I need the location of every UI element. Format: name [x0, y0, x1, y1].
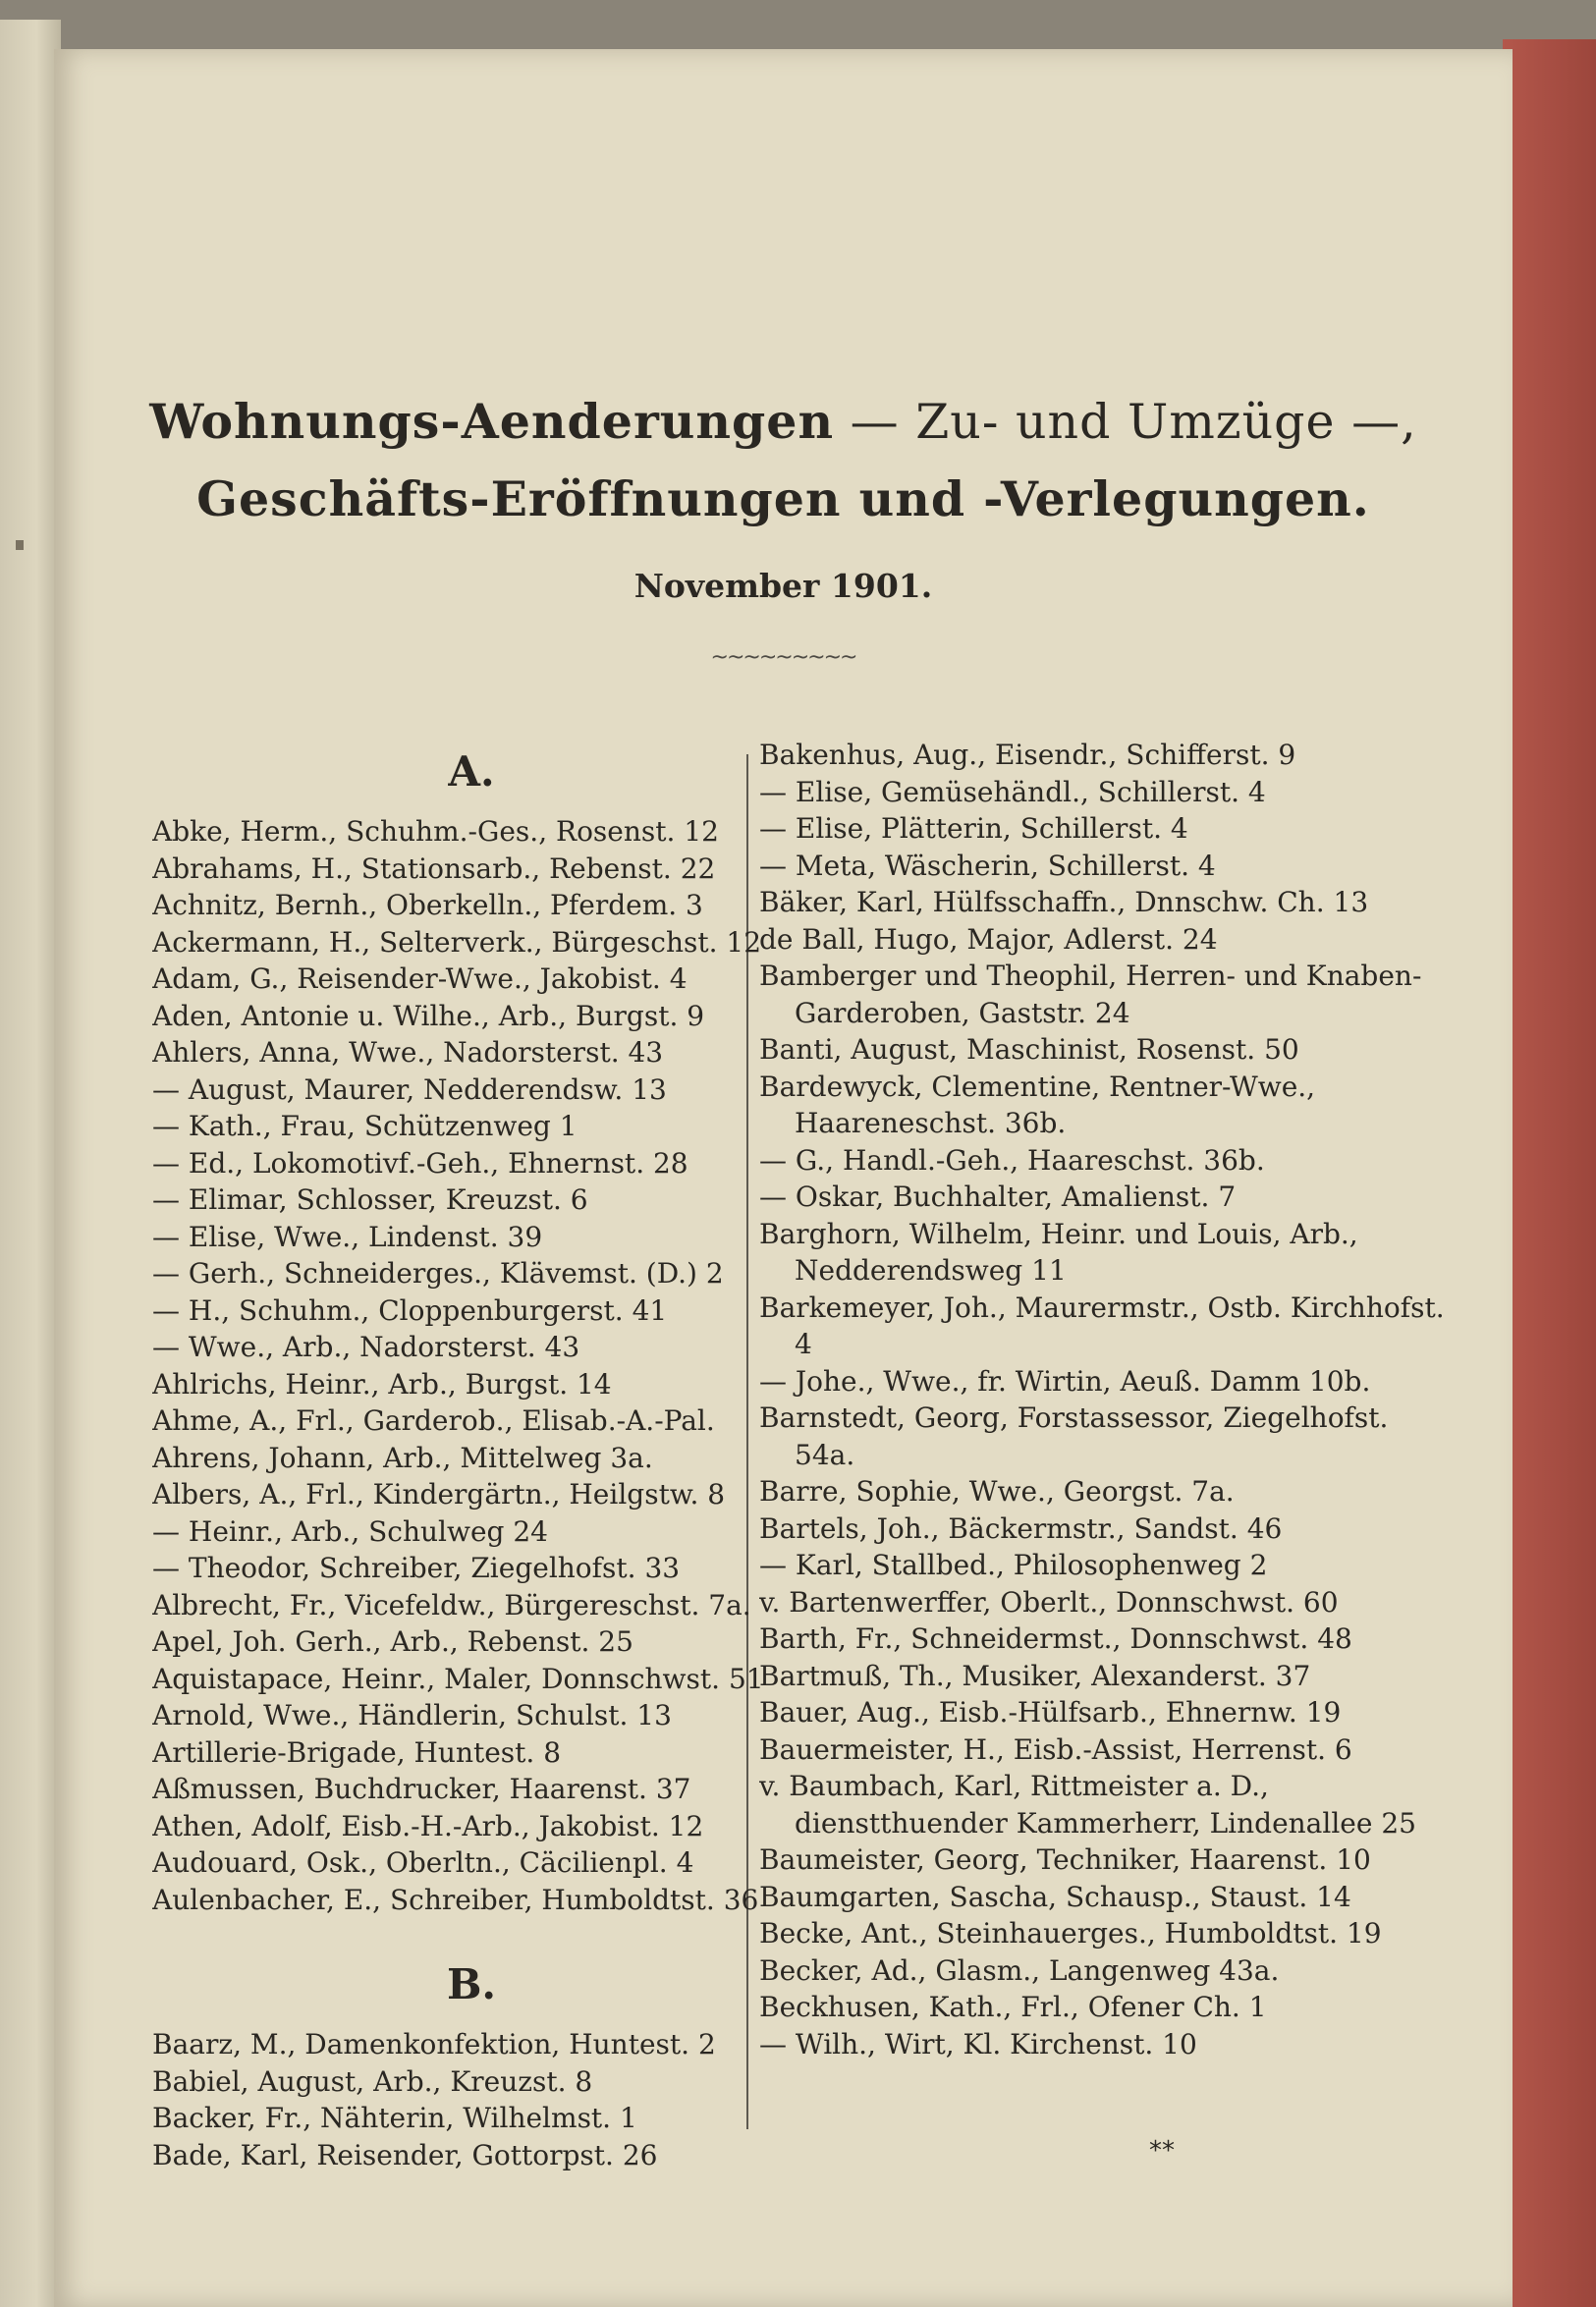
list-item: Barghorn, Wilhelm, Heinr. und Louis, Arb., Nedderendsweg 11	[759, 1217, 1358, 1287]
list-item: Aquistapace, Heinr., Maler, Donnschwst. 51	[152, 1662, 764, 1695]
book-page	[54, 49, 1513, 2307]
list-item: Albrecht, Fr., Vicefeldw., Bürgereschst. 7a.	[152, 1588, 751, 1621]
list-item: Ackermann, H., Selterverk., Bürgeschst. 12	[152, 925, 762, 959]
list-item: — Kath., Frau, Schützenweg 1	[152, 1110, 578, 1142]
entries-b-right	[759, 737, 1447, 2062]
title-line-1	[54, 383, 1513, 461]
section-letter-b: B.	[446, 1960, 497, 2008]
list-item: Bamberger und Theophil, Herren- und Knaben-Garderoben, Gaststr. 24	[759, 960, 1422, 1029]
entries-b-left	[152, 2026, 791, 2173]
list-item: Athen, Adolf, Eisb.-H.-Arb., Jakobist. 12	[152, 1809, 704, 1842]
list-item: Bakenhus, Aug., Eisendr., Schifferst. 9	[759, 739, 1296, 771]
list-item: — Wwe., Arb., Nadorsterst. 43	[152, 1331, 580, 1363]
list-item: Arnold, Wwe., Händlerin, Schulst. 13	[152, 1699, 672, 1731]
list-item: Baarz, M., Damenkonfektion, Huntest. 2	[152, 2028, 716, 2060]
ornament-divider: ~~~~~~~~~	[710, 645, 856, 670]
list-item: — Oskar, Buchhalter, Amalienst. 7	[759, 1181, 1237, 1213]
list-item: — Karl, Stallbed., Philosophenweg 2	[759, 1549, 1268, 1581]
list-item: Adam, G., Reisender-Wwe., Jakobist. 4	[152, 962, 688, 995]
list-item: Bade, Karl, Reisender, Gottorpst. 26	[152, 2138, 658, 2171]
list-item: Aulenbacher, E., Schreiber, Humboldtst. 36	[152, 1883, 759, 1916]
page-header	[54, 383, 1513, 670]
page-subtitle: November 1901.	[633, 567, 933, 605]
list-item: Ahrens, Johann, Arb., Mittelweg 3a.	[152, 1441, 653, 1474]
list-item: Aßmussen, Buchdrucker, Haarenst. 37	[152, 1773, 691, 1805]
list-item: Baumgarten, Sascha, Schausp., Staust. 14	[759, 1880, 1351, 1913]
list-item: Ahlrichs, Heinr., Arb., Burgst. 14	[152, 1367, 612, 1401]
list-item: v. Baumbach, Karl, Rittmeister a. D., dienstthuender Kammerherr, Lindenallee 25	[759, 1770, 1416, 1840]
list-item: Bäker, Karl, Hülfsschaffn., Dnnschw. Ch. 13	[759, 886, 1369, 918]
list-item: v. Bartenwerffer, Oberlt., Donnschwst. 60	[759, 1585, 1339, 1619]
list-item: Barth, Fr., Schneidermst., Donnschwst. 48	[759, 1622, 1352, 1655]
list-item: Barkemeyer, Joh., Maurermstr., Ostb. Kirchhofst. 4	[759, 1291, 1445, 1360]
list-item: — Gerh., Schneiderges., Klävemst. (D.) 2	[152, 1257, 724, 1290]
list-item: — Theodor, Schreiber, Ziegelhofst. 33	[152, 1552, 681, 1584]
title-light: — Zu- und Umzüge —,	[834, 394, 1417, 450]
list-item: — Elimar, Schlosser, Kreuzst. 6	[152, 1183, 588, 1216]
list-item: Becker, Ad., Glasm., Langenweg 43a.	[759, 1953, 1280, 1987]
facing-page-edge	[0, 20, 61, 2307]
section-letter-a: A.	[448, 747, 495, 796]
list-item: Barnstedt, Georg, Forstassessor, Ziegelhofst. 54a.	[759, 1401, 1389, 1471]
list-item: Barre, Sophie, Wwe., Georgst. 7a.	[759, 1475, 1235, 1508]
list-item: Bartmuß, Th., Musiker, Alexanderst. 37	[759, 1659, 1311, 1692]
list-item: — Elise, Wwe., Lindenst. 39	[152, 1220, 543, 1253]
list-item: — August, Maurer, Nedderendsw. 13	[152, 1072, 667, 1106]
list-item: Becke, Ant., Steinhauerges., Humboldtst. 19	[759, 1917, 1382, 1950]
title-bold: Wohnungs-Aenderungen	[149, 393, 835, 450]
title-line-2: Geschäfts-Eröffnungen und -Verlegungen.	[196, 470, 1370, 527]
list-item: — Ed., Lokomotivf.-Geh., Ehnernst. 28	[152, 1146, 688, 1180]
list-item: Bauermeister, H., Eisb.-Assist, Herrenst. 6	[759, 1732, 1352, 1766]
list-item: Bartels, Joh., Bäckermstr., Sandst. 46	[759, 1511, 1283, 1545]
list-item: Beckhusen, Kath., Frl., Ofener Ch. 1	[759, 1991, 1267, 2023]
continuation-stars: **	[1149, 2136, 1175, 2166]
right-column	[759, 737, 1447, 2062]
left-column	[152, 737, 791, 2173]
list-item: — H., Schuhm., Cloppenburgerst. 41	[152, 1293, 668, 1327]
list-item: Artillerie-Brigade, Huntest. 8	[152, 1735, 562, 1769]
list-item: Audouard, Osk., Oberltn., Cäcilienpl. 4	[152, 1846, 694, 1879]
list-item: Ahlers, Anna, Wwe., Nadorsterst. 43	[152, 1036, 664, 1069]
list-item: Abke, Herm., Schuhm.-Ges., Rosenst. 12	[152, 815, 719, 848]
list-item: Backer, Fr., Nähterin, Wilhelmst. 1	[152, 2102, 637, 2134]
list-item: Babiel, August, Arb., Kreuzst. 8	[152, 2064, 593, 2098]
list-item: — Heinr., Arb., Schulweg 24	[152, 1514, 548, 1548]
list-item: Aden, Antonie u. Wilhe., Arb., Burgst. 9	[152, 999, 705, 1032]
book-cover-edge	[1503, 39, 1596, 2307]
list-item: Apel, Joh. Gerh., Arb., Rebenst. 25	[152, 1625, 633, 1658]
list-item: Baumeister, Georg, Techniker, Haarenst. 10	[759, 1843, 1371, 1876]
list-item: Bauer, Aug., Eisb.-Hülfsarb., Ehnernw. 19	[759, 1696, 1342, 1729]
list-item: — Elise, Gemüsehändl., Schillerst. 4	[759, 775, 1266, 808]
list-item: Abrahams, H., Stationsarb., Rebenst. 22	[152, 851, 716, 885]
list-item: — Meta, Wäscherin, Schillerst. 4	[759, 849, 1216, 882]
list-item: — G., Handl.-Geh., Haareschst. 36b.	[759, 1143, 1265, 1177]
list-item: — Wilh., Wirt, Kl. Kirchenst. 10	[759, 2027, 1197, 2060]
list-item: Banti, August, Maschinist, Rosenst. 50	[759, 1033, 1299, 1066]
list-item: Bardewyck, Clementine, Rentner-Wwe., Haareneschst. 36b.	[759, 1070, 1316, 1139]
list-item: Achnitz, Bernh., Oberkelln., Pferdem. 3	[152, 889, 703, 921]
list-item: — Elise, Plätterin, Schillerst. 4	[759, 812, 1188, 845]
list-item: Ahme, A., Frl., Garderob., Elisab.-A.-Pal.	[152, 1404, 715, 1437]
entries-a	[152, 813, 791, 1918]
list-item: Albers, A., Frl., Kindergärtn., Heilgstw. 8	[152, 1478, 726, 1511]
list-item: — Johe., Wwe., fr. Wirtin, Aeuß. Damm 10b.	[759, 1364, 1371, 1398]
page-mark	[16, 540, 24, 550]
list-item: de Ball, Hugo, Major, Adlerst. 24	[759, 922, 1218, 956]
